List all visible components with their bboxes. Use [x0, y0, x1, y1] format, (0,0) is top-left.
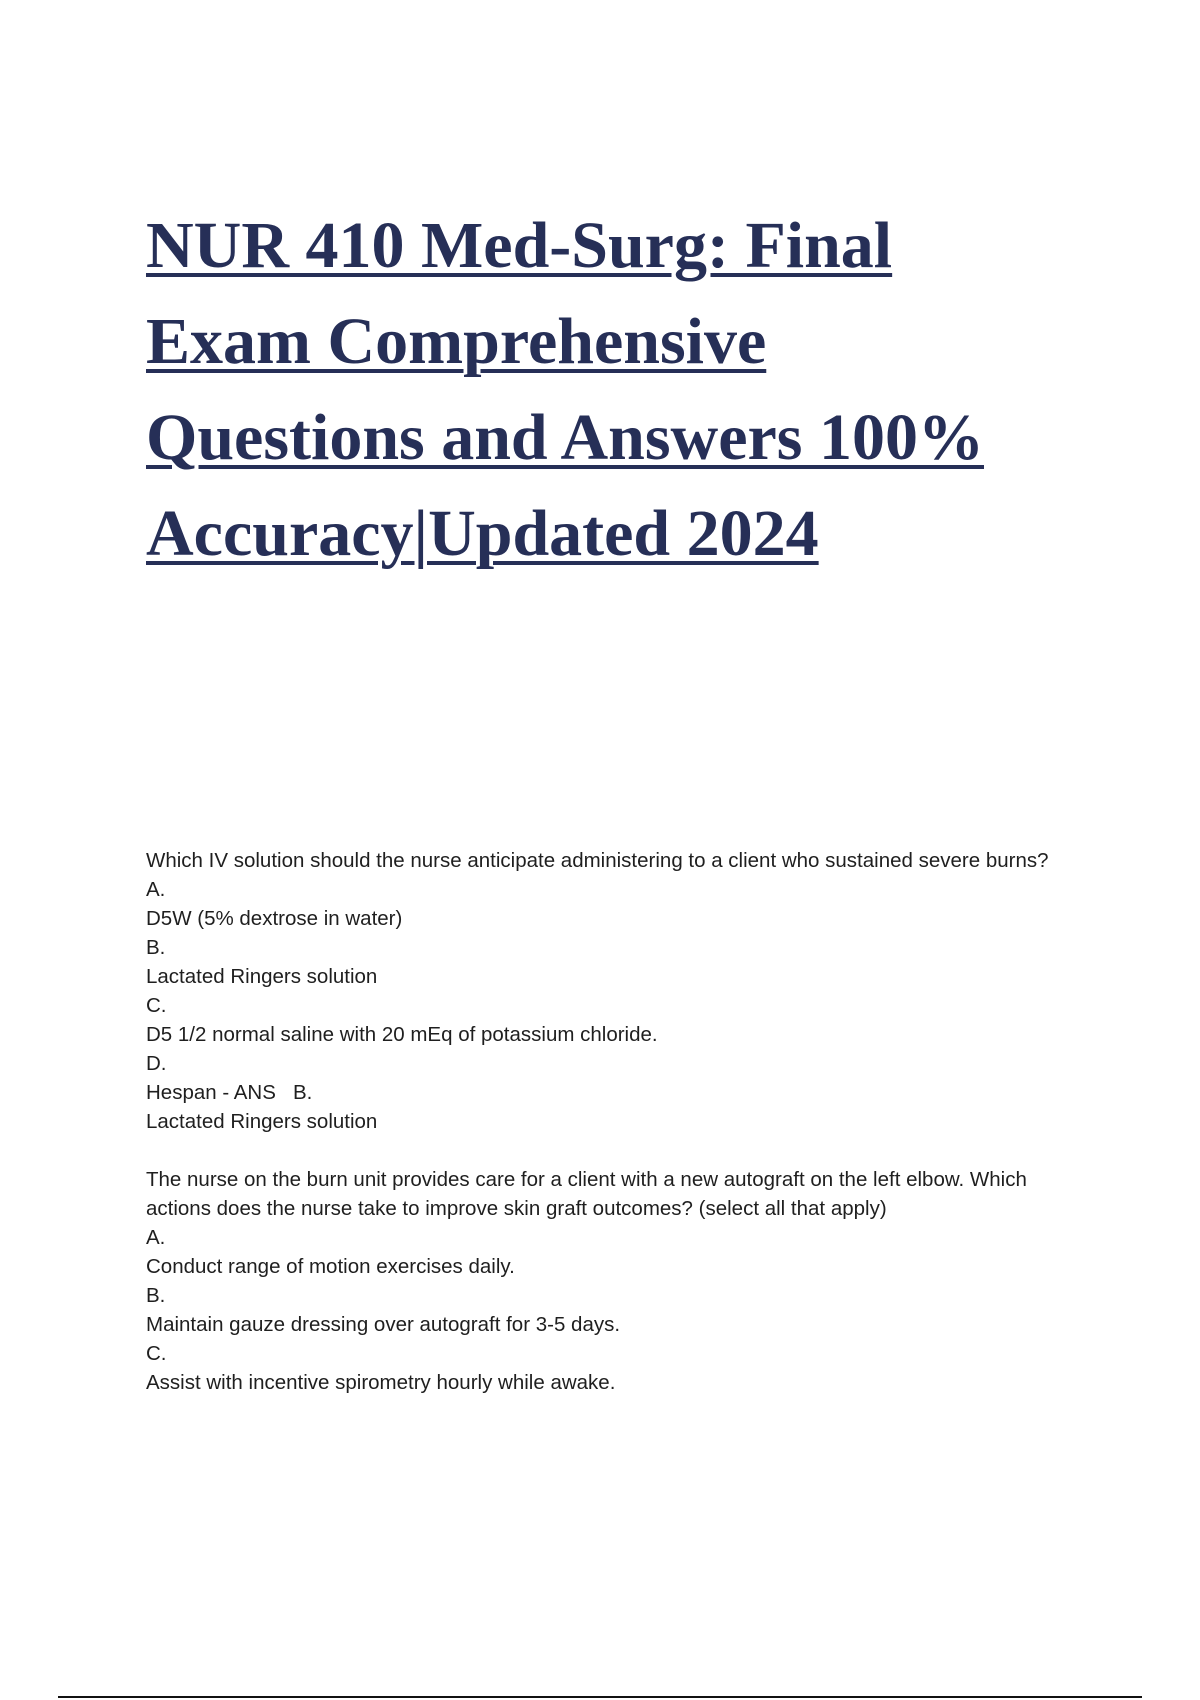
option-letter-a: A.	[146, 1226, 166, 1249]
option-letter-a: A.	[146, 878, 166, 901]
document-title	[146, 198, 1086, 582]
option-letter-c: C.	[146, 994, 167, 1017]
title-line-1: NUR 410 Med-Surg: Final	[146, 209, 893, 282]
option-text-c: D5 1/2 normal saline with 20 mEq of potassium chloride.	[146, 1023, 658, 1046]
question-text: The nurse on the burn unit provides care for a client with a new autograft on the left elbow. Which actions does the nurse take to improve skin graft outcomes? (select all that apply)	[146, 1168, 1027, 1220]
option-letter-d: D.	[146, 1052, 167, 1075]
answer-text: Lactated Ringers solution	[146, 1110, 378, 1133]
question-2	[146, 1165, 1076, 1397]
option-letter-c: C.	[146, 1342, 167, 1365]
footer-divider	[58, 1696, 1142, 1698]
title-line-2: Exam Comprehensive	[146, 305, 767, 378]
option-text-b: Lactated Ringers solution	[146, 965, 378, 988]
question-1	[146, 846, 1076, 1136]
title-line-3: Questions and Answers 100%	[146, 401, 984, 474]
option-letter-b: B.	[146, 936, 166, 959]
option-text-a: D5W (5% dextrose in water)	[146, 907, 403, 930]
option-text-c: Assist with incentive spirometry hourly while awake.	[146, 1371, 616, 1394]
option-letter-b: B.	[146, 1284, 166, 1307]
title-line-4: Accuracy|Updated 2024	[146, 497, 819, 570]
option-text-d-with-answer: Hespan - ANS B.	[146, 1081, 313, 1104]
option-text-b: Maintain gauze dressing over autograft for 3-5 days.	[146, 1313, 621, 1336]
question-list	[146, 846, 1076, 1426]
option-text-a: Conduct range of motion exercises daily.	[146, 1255, 515, 1278]
question-text: Which IV solution should the nurse anticipate administering to a client who sustained severe burns?	[146, 849, 1049, 872]
